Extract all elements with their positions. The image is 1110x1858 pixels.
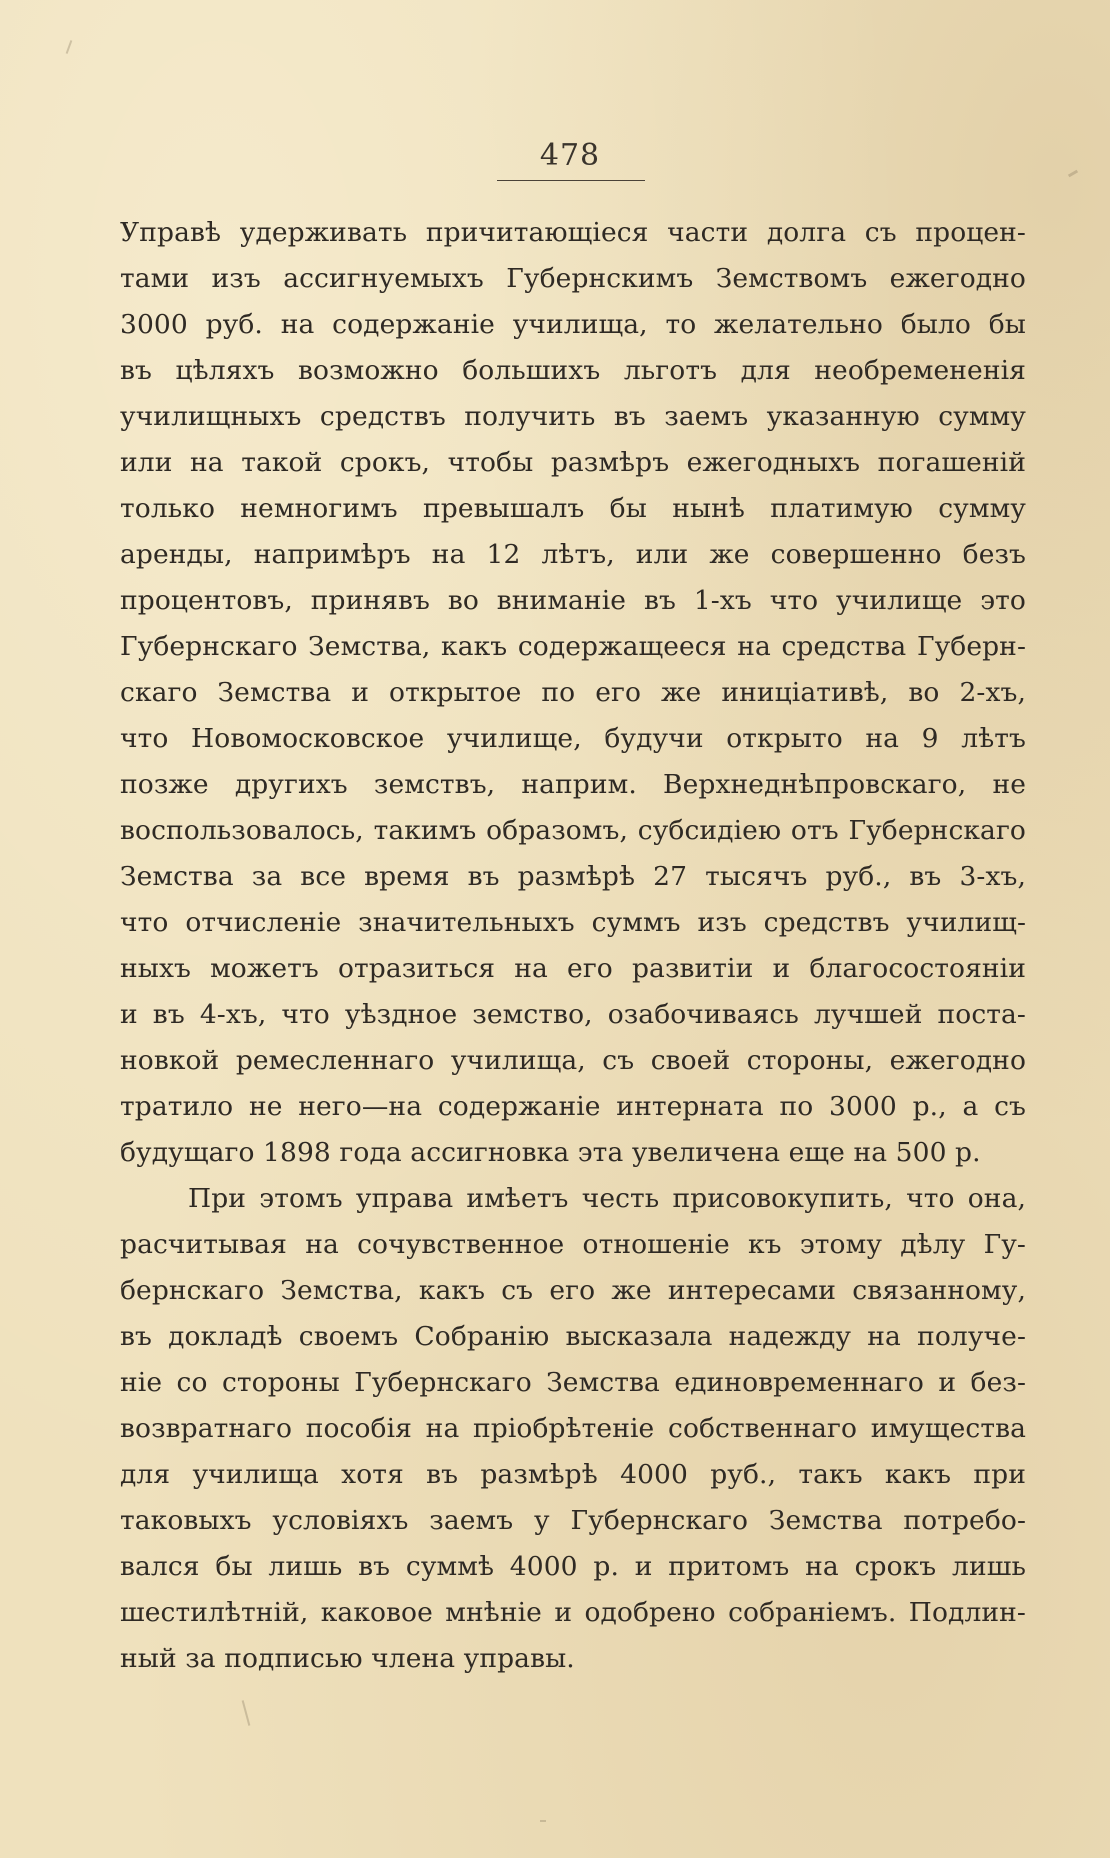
paper-speck <box>66 40 73 54</box>
text-line: воспользовалось, такимъ образомъ, субсидіею отъ Губернскаго <box>120 815 1026 846</box>
text-line: тратило не него—на содержаніе интерната по 3000 р., а съ <box>120 1091 1026 1122</box>
text-line: Земства за все время въ размѣрѣ 27 тысячъ руб., въ 3-хъ, <box>120 861 1026 892</box>
text-line: въ цѣляхъ возможно большихъ льготъ для необремененія <box>120 355 1026 386</box>
text-line: таковыхъ условіяхъ заемъ у Губернскаго Земства потребо- <box>120 1505 1026 1536</box>
paper-speck <box>540 1820 546 1822</box>
page-number-rule <box>497 180 645 181</box>
text-line: позже другихъ земствъ, наприм. Верхнеднѣпровскаго, не <box>120 769 1026 800</box>
text-line: что Новомосковское училище, будучи открыто на 9 лѣтъ <box>120 723 1026 754</box>
text-line: только немногимъ превышалъ бы нынѣ платимую сумму <box>120 493 1026 524</box>
paragraph-end-line: ный за подписью члена управы. <box>120 1643 575 1674</box>
text-line: тами изъ ассигнуемыхъ Губернскимъ Земствомъ ежегодно <box>120 263 1026 294</box>
text-line: расчитывая на сочувственное отношеніе къ этому дѣлу Гу- <box>120 1229 1026 1260</box>
text-line: Управѣ удерживать причитающіеся части долга съ процен- <box>120 217 1026 248</box>
text-line: ніе со стороны Губернскаго Земства единовременнаго и без- <box>120 1367 1026 1398</box>
text-line: что отчисленіе значительныхъ суммъ изъ средствъ училищ- <box>120 907 1026 938</box>
text-line: 3000 руб. на содержаніе училища, то желательно было бы <box>120 309 1026 340</box>
text-line: или на такой срокъ, чтобы размѣръ ежегодныхъ погашеній <box>120 447 1026 478</box>
paper-speck <box>1068 170 1078 178</box>
text-line: возвратнаго пособія на пріобрѣтеніе собственнаго имущества <box>120 1413 1026 1444</box>
paragraph-end-line: будущаго 1898 года ассигновка эта увеличена еще на 500 р. <box>120 1137 981 1168</box>
text-line: бернскаго Земства, какъ съ его же интересами связанному, <box>120 1275 1026 1306</box>
body-text <box>120 210 1026 1682</box>
text-line: и въ 4-хъ, что уѣздное земство, озабочиваясь лучшей поста- <box>120 999 1026 1030</box>
page-number: 478 <box>539 138 601 173</box>
paper-speck <box>242 1700 251 1726</box>
text-line: ныхъ можетъ отразиться на его развитіи и благосостояніи <box>120 953 1026 984</box>
text-line: скаго Земства и открытое по его же иниціативѣ, во 2-хъ, <box>120 677 1026 708</box>
text-line: вался бы лишь въ суммѣ 4000 р. и притомъ на срокъ лишь <box>120 1551 1026 1582</box>
text-line: новкой ремесленнаго училища, съ своей стороны, ежегодно <box>120 1045 1026 1076</box>
text-line: процентовъ, принявъ во вниманіе въ 1-хъ что училище это <box>120 585 1026 616</box>
paragraph-start-line: При этомъ управа имѣетъ честь присовокупить, что она, <box>188 1183 1026 1214</box>
text-line: шестилѣтній, каковое мнѣніе и одобрено собраніемъ. Подлин- <box>120 1597 1026 1628</box>
text-line: училищныхъ средствъ получить въ заемъ указанную сумму <box>120 401 1026 432</box>
text-line: Губернскаго Земства, какъ содержащееся на средства Губерн- <box>120 631 1026 662</box>
text-line: аренды, напримѣръ на 12 лѣтъ, или же совершенно безъ <box>120 539 1026 570</box>
text-line: для училища хотя въ размѣрѣ 4000 руб., такъ какъ при <box>120 1459 1026 1490</box>
text-line: въ докладѣ своемъ Собранію высказала надежду на получе- <box>120 1321 1026 1352</box>
